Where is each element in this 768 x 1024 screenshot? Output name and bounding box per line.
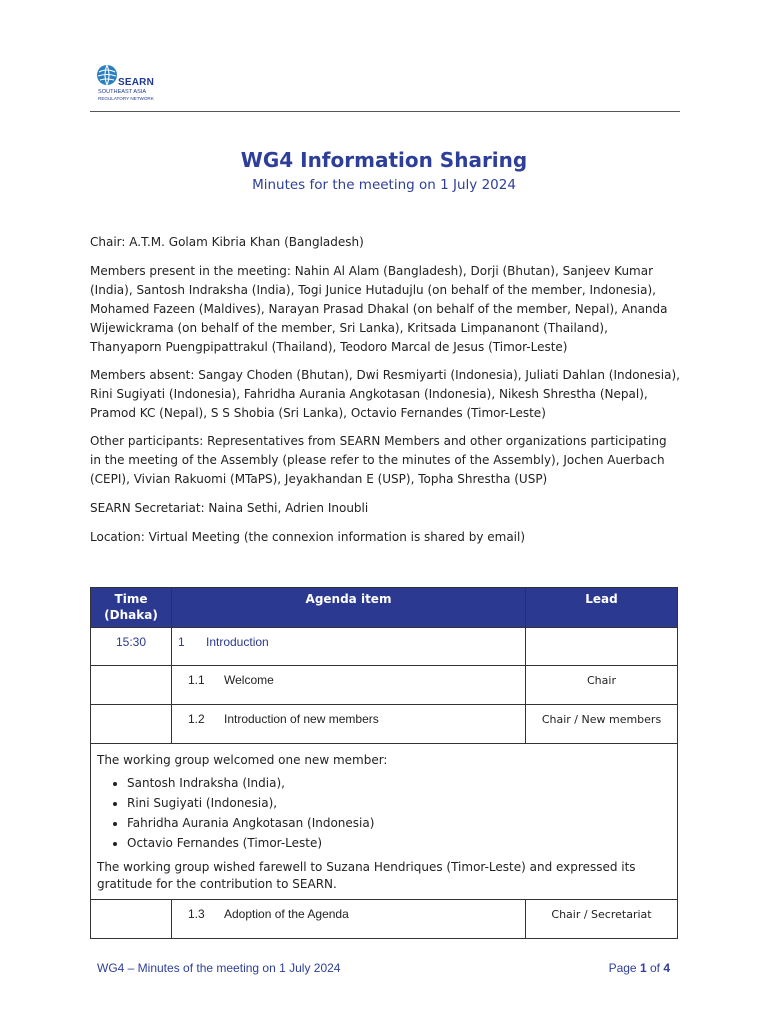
agenda-row — [91, 666, 678, 705]
members-absent-paragraph: Members absent: Sangay Choden (Bhutan), Dwi Resmiyarti (Indonesia), Juliati Dahlan (Indonesia), Rini Sugiyati (Indonesia), Fahridha Aurania Angkotasan (Indonesia), Nikesh Shrestha (Nepal), Pramod KC (Nepal), S S Shobia (Sri Lanka), Octavio Fernandes (Timor-Leste) — [90, 368, 680, 420]
section-time: 15:30 — [91, 628, 172, 666]
row-number: 1.2 — [188, 712, 205, 726]
page-prefix: Page — [608, 961, 640, 975]
location-paragraph: Location: Virtual Meeting (the connexion information is shared by email) — [90, 530, 526, 544]
row-item — [172, 705, 526, 744]
new-members-list — [97, 773, 671, 853]
agenda-notes — [91, 744, 678, 900]
list-item: • Santosh Indraksha (India), — [127, 773, 671, 793]
document-title: WG4 Information Sharing — [240, 148, 528, 172]
row-time — [91, 900, 172, 939]
searn-logo — [94, 64, 164, 108]
row-time — [91, 666, 172, 705]
agenda-row — [91, 705, 678, 744]
list-item: • Octavio Fernandes (Timor-Leste) — [127, 833, 671, 853]
row-lead: Chair / New members — [526, 705, 678, 744]
agenda-table — [90, 587, 678, 939]
row-number: 1.1 — [188, 673, 205, 687]
members-present-paragraph: Members present in the meeting: Nahin Al Alam (Bangladesh), Dorji (Bhutan), Sanjeev Kumar (India), Santosh Indraksha (India), Togi Junice Hutadujlu (on behalf of the member, Indonesia), Mohamed Fazeen (Maldives), Narayan Prasad Dhakal (on behalf of the member, Nepal), Ananda Wijewickrama (on behalf of the member, Sri Lanka), Kritsada Limpananont (Thailand), Thanyaporn Puengpipattrakul (Thailand), Teodoro Marcal de Jesus (Timor-Leste) — [90, 264, 668, 354]
row-lead: Chair — [526, 666, 678, 705]
row-label: Adoption of the Agenda — [224, 907, 349, 921]
section-label: Introduction — [206, 635, 269, 649]
chair-paragraph: Chair: A.T.M. Golam Kibria Khan (Bangladesh) — [90, 235, 364, 249]
page-of: of — [646, 961, 664, 975]
header-time: Time (Dhaka) — [91, 588, 172, 628]
logo-line1: SOUTHEAST ASIA — [98, 89, 147, 95]
row-item — [172, 666, 526, 705]
agenda-section-row — [91, 628, 678, 666]
section-lead — [526, 628, 678, 666]
other-participants-paragraph: Other participants: Representatives from SEARN Members and other organizations participating in the meeting of the Assembly (please refer to the minutes of the Assembly), Jochen Auerbach (CEPI), Vivian Rakuomi (MTaPS), Jeyakhandan E (USP), Topha Shrestha (USP) — [90, 434, 667, 486]
page-current: 1 — [639, 961, 647, 975]
row-time — [91, 705, 172, 744]
header-agenda-item: Agenda item — [172, 588, 526, 628]
document-subtitle: Minutes for the meeting on 1 July 2024 — [252, 177, 516, 193]
agenda-header-row — [91, 588, 678, 628]
list-item: • Rini Sugiyati (Indonesia), — [127, 793, 671, 813]
row-item — [172, 900, 526, 939]
logo-brand: SEARN — [118, 77, 155, 88]
row-lead: Chair / Secretariat — [526, 900, 678, 939]
row-label: Introduction of new members — [224, 712, 379, 726]
notes-farewell: The working group wished farewell to Suzana Hendriques (Timor-Leste) and expressed its gratitude for the contribution to SEARN. — [97, 860, 636, 891]
footer-title: WG4 – Minutes of the meeting on 1 July 2024 — [97, 961, 341, 975]
row-label: Welcome — [224, 673, 274, 687]
page-total: 4 — [663, 961, 670, 975]
header-divider — [90, 111, 680, 112]
header-lead: Lead — [526, 588, 678, 628]
row-number: 1.3 — [188, 907, 205, 921]
section-number: 1 — [178, 635, 185, 649]
footer-page-number — [609, 961, 670, 975]
list-item: • Fahridha Aurania Angkotasan (Indonesia) — [127, 813, 671, 833]
agenda-row — [91, 900, 678, 939]
section-item — [172, 628, 526, 666]
secretariat-paragraph: SEARN Secretariat: Naina Sethi, Adrien Inoubli — [90, 501, 369, 515]
globe-icon — [96, 64, 118, 86]
agenda-notes-row — [91, 744, 678, 900]
notes-intro: The working group welcomed one new member: — [97, 753, 388, 767]
logo-line2: REGULATORY NETWORK — [98, 96, 154, 101]
